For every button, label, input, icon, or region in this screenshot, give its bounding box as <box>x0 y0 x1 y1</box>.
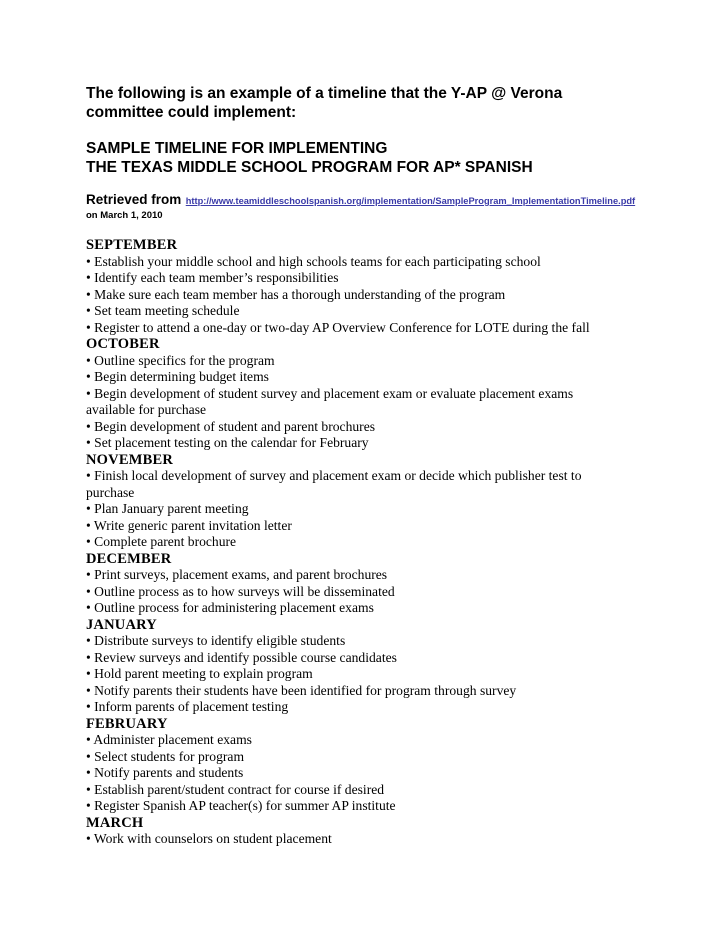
timeline-item: • Make sure each team member has a thorough understanding of the program <box>86 286 506 302</box>
timeline-item: • Begin determining budget items <box>86 369 269 384</box>
timeline-section <box>86 815 706 848</box>
intro-paragraph <box>86 84 706 122</box>
month-heading: JANUARY <box>86 616 157 633</box>
source-citation <box>86 191 706 209</box>
timeline-item: • Finish local development of survey and placement exam or decide which publisher test to <box>86 468 582 483</box>
timeline-item: • Begin development of student and parent brochures <box>86 418 376 434</box>
timeline-item: • Outline process as to how surveys will be disseminated <box>86 583 395 599</box>
timeline-item: • Complete parent brochure <box>86 534 237 549</box>
timeline-section <box>86 716 706 815</box>
timeline-item: • Select students for program <box>86 748 245 764</box>
timeline-item: • Register Spanish AP teacher(s) for summer AP institute <box>86 798 396 813</box>
intro-line: The following is an example of a timeline that the Y-AP @ Verona <box>86 85 563 102</box>
intro-line: committee could implement: <box>86 104 297 121</box>
timeline-item: • Hold parent meeting to explain program <box>86 666 313 681</box>
title-line: SAMPLE TIMELINE FOR IMPLEMENTING <box>86 140 388 157</box>
timeline-item: • Write generic parent invitation letter <box>86 517 292 533</box>
timeline-item: available for purchase <box>86 402 207 417</box>
timeline-item: • Identify each team member’s responsibilities <box>86 270 339 285</box>
timeline-item: • Outline process for administering placement exams <box>86 600 374 615</box>
timeline-item: • Print surveys, placement exams, and parent brochures <box>86 567 388 582</box>
timeline-item: • Set team meeting schedule <box>86 303 240 318</box>
timeline-section <box>86 617 706 716</box>
retrieved-date: on March 1, 2010 <box>86 210 163 221</box>
timeline-item: • Begin development of student survey and placement exam or evaluate placement exams <box>86 385 574 401</box>
timeline-item: • Notify parents their students have been identified for program through survey <box>86 682 517 698</box>
timeline-item: • Distribute surveys to identify eligible students <box>86 633 346 648</box>
timeline-item: • Review surveys and identify possible course candidates <box>86 649 397 665</box>
timeline-item: • Work with counselors on student placement <box>86 831 332 846</box>
timeline-item: • Establish parent/student contract for course if desired <box>86 781 385 797</box>
month-heading: OCTOBER <box>86 336 160 352</box>
timeline-item: • Outline specifics for the program <box>86 352 275 368</box>
title-line: THE TEXAS MIDDLE SCHOOL PROGRAM FOR AP* SPANISH <box>86 159 533 176</box>
month-heading: FEBRUARY <box>86 715 168 732</box>
document-page <box>86 84 706 848</box>
document-title <box>86 139 706 177</box>
timeline-item: • Establish your middle school and high schools teams for each participating school <box>86 253 541 269</box>
timeline-item: • Inform parents of placement testing <box>86 699 289 714</box>
timeline-section <box>86 551 706 617</box>
source-link[interactable]: http://www.teamiddleschoolspanish.org/implementation/SampleProgram_ImplementationTimeline.pdf <box>185 196 636 206</box>
retrieved-label: Retrieved from <box>86 192 182 207</box>
month-heading: MARCH <box>86 814 144 831</box>
timeline-item: • Register to attend a one-day or two-day AP Overview Conference for LOTE during the fall <box>86 319 590 335</box>
timeline <box>86 237 706 848</box>
month-heading: SEPTEMBER <box>86 237 178 253</box>
month-heading: DECEMBER <box>86 550 172 567</box>
timeline-section <box>86 452 706 551</box>
timeline-item: • Plan January parent meeting <box>86 501 249 516</box>
timeline-item: purchase <box>86 484 135 500</box>
timeline-item: • Set placement testing on the calendar for February <box>86 435 369 450</box>
timeline-item: • Notify parents and students <box>86 765 244 780</box>
month-heading: NOVEMBER <box>86 451 173 468</box>
timeline-section <box>86 237 706 336</box>
timeline-item: • Administer placement exams <box>86 732 252 747</box>
timeline-section <box>86 336 706 452</box>
